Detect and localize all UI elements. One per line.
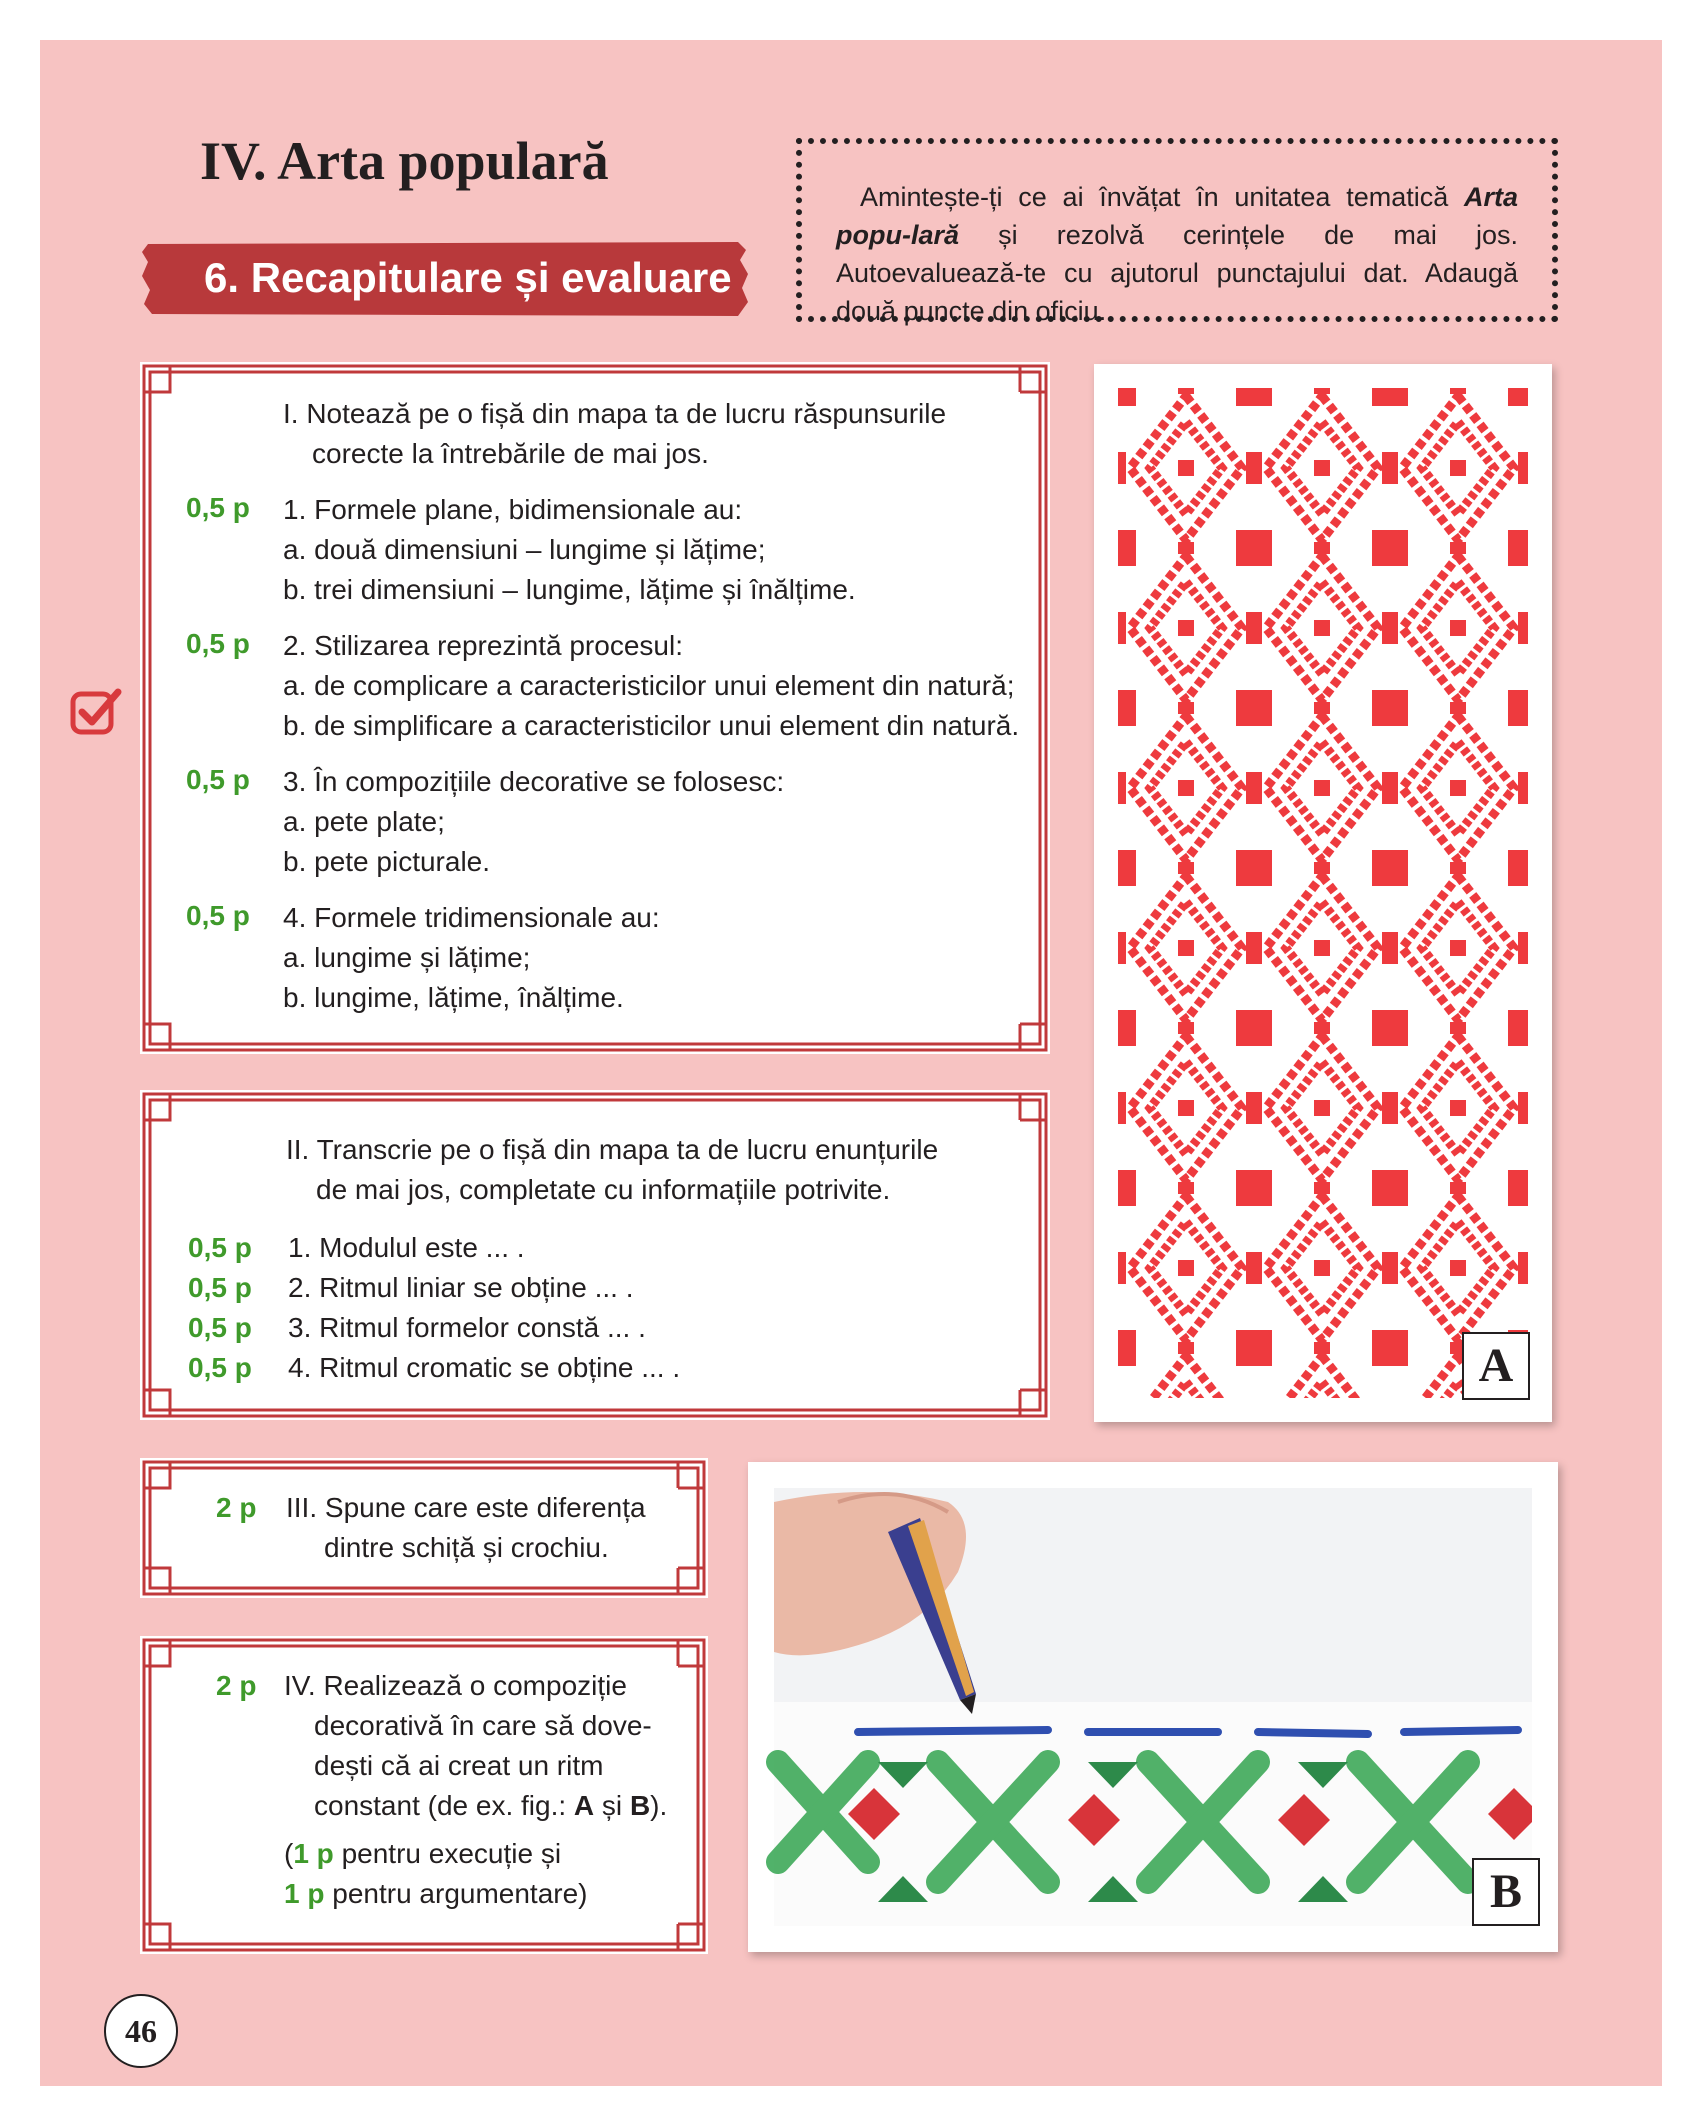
lesson-banner	[142, 240, 750, 318]
section3-box	[140, 1458, 708, 1598]
s3-line2: dintre schiță și crochiu.	[324, 1532, 609, 1563]
s4-line4-post: ).	[650, 1790, 668, 1821]
s4-note-line2	[284, 1874, 588, 1914]
s4-points: 2 p	[216, 1670, 257, 1701]
section2-heading-line1: II. Transcrie pe o fișă din mapa ta de lucru enunțurile	[286, 1134, 939, 1165]
figure-a-label: A	[1462, 1332, 1530, 1400]
s4-line1: IV. Realizează o compoziție	[284, 1670, 627, 1701]
section2-box	[140, 1090, 1050, 1420]
figure-a	[1094, 364, 1552, 1422]
s2-item3-text: 3. Ritmul formelor constă ... .	[288, 1312, 646, 1343]
s3-points: 2 p	[216, 1492, 257, 1523]
s2-item4-points: 0,5 p	[188, 1352, 252, 1383]
lesson-title: 6. Recapitulare și evaluare	[204, 254, 732, 301]
q3-points: 0,5 p	[186, 764, 250, 795]
intro-text	[836, 178, 1518, 330]
intro-text-emphasis: Arta popu-lară	[836, 182, 1518, 250]
s2-item4-text: 4. Ritmul cromatic se obține ... .	[288, 1352, 681, 1383]
intro-text-part2: și rezolvă cerințele de mai jos. Autoevaluează-te cu ajutorul punctajului dat. Adaugă două puncte din oficiu.	[836, 220, 1518, 326]
q2-points: 0,5 p	[186, 628, 250, 659]
s4-note-open: (	[284, 1838, 294, 1869]
s2-item3-points: 0,5 p	[188, 1312, 252, 1343]
section2-heading-line2: de mai jos, completate cu informațiile potrivite.	[316, 1174, 891, 1205]
figure-b	[748, 1462, 1558, 1952]
s4-line3: dești că ai creat un ritm	[314, 1750, 604, 1781]
section1-box	[140, 362, 1050, 1054]
section1-heading-line2: corecte la întrebările de mai jos.	[312, 438, 709, 469]
q1-answer-a: a. două dimensiuni – lungime și lățime;	[283, 534, 766, 565]
q1-answer-b: b. trei dimensiuni – lungime, lățime și înălțime.	[283, 574, 856, 605]
q4-answer-a: a. lungime și lățime;	[283, 942, 531, 973]
q3-answer-b: b. pete picturale.	[283, 846, 491, 877]
section1-heading-line1: I. Notează pe o fișă din mapa ta de lucru răspunsurile	[283, 398, 947, 429]
s2-item1-text: 1. Modulul este ... .	[288, 1232, 525, 1263]
s2-item1-points: 0,5 p	[188, 1232, 252, 1263]
q2-answer-a: a. de complicare a caracteristicilor unui element din natură;	[283, 670, 1015, 701]
q1-text: 1. Formele plane, bidimensionale au:	[283, 494, 743, 525]
s2-item2-points: 0,5 p	[188, 1272, 252, 1303]
figure-a-pattern	[1094, 364, 1552, 1422]
intro-box	[796, 138, 1558, 326]
unit-title: IV. Arta populară	[200, 131, 609, 191]
page-number: 46	[104, 1994, 178, 2068]
s4-line4	[314, 1786, 667, 1826]
s4-note-points1: 1 p	[293, 1838, 334, 1869]
s4-note-points2: 1 p	[284, 1878, 325, 1909]
s4-note-text2: pentru argumentare)	[324, 1878, 588, 1909]
checkbox-check-icon	[70, 686, 124, 736]
s4-line4-mid: și	[594, 1790, 630, 1821]
q2-text: 2. Stilizarea reprezintă procesul:	[283, 630, 683, 661]
s2-item2-text: 2. Ritmul liniar se obține ... .	[288, 1272, 634, 1303]
figure-b-photo	[748, 1462, 1558, 1952]
q4-points: 0,5 p	[186, 900, 250, 931]
s4-line4-pre: constant (de ex. fig.:	[314, 1790, 574, 1821]
s4-line2: decorativă în care să dove-	[314, 1710, 652, 1741]
figure-b-label: B	[1472, 1858, 1540, 1926]
s4-fig-a-ref: A	[573, 1790, 595, 1821]
q4-answer-b: b. lungime, lățime, înălțime.	[283, 982, 624, 1013]
q3-answer-a: a. pete plate;	[283, 806, 445, 837]
s3-line1: III. Spune care este diferența	[286, 1492, 646, 1523]
section4-box	[140, 1636, 708, 1954]
q1-points: 0,5 p	[186, 492, 250, 523]
q3-text: 3. În compozițiile decorative se folosesc:	[283, 766, 785, 797]
q4-text: 4. Formele tridimensionale au:	[283, 902, 660, 933]
intro-text-part1: Amintește-ți ce ai învățat în unitatea tematică	[860, 182, 1464, 212]
figure-b-blue-line	[858, 1730, 1518, 1734]
s4-fig-b-ref: B	[629, 1790, 651, 1821]
s4-note-text1: pentru execuție și	[333, 1838, 562, 1869]
s4-note-line1	[284, 1834, 561, 1874]
q2-answer-b: b. de simplificare a caracteristicilor unui element din natură.	[283, 710, 1020, 741]
